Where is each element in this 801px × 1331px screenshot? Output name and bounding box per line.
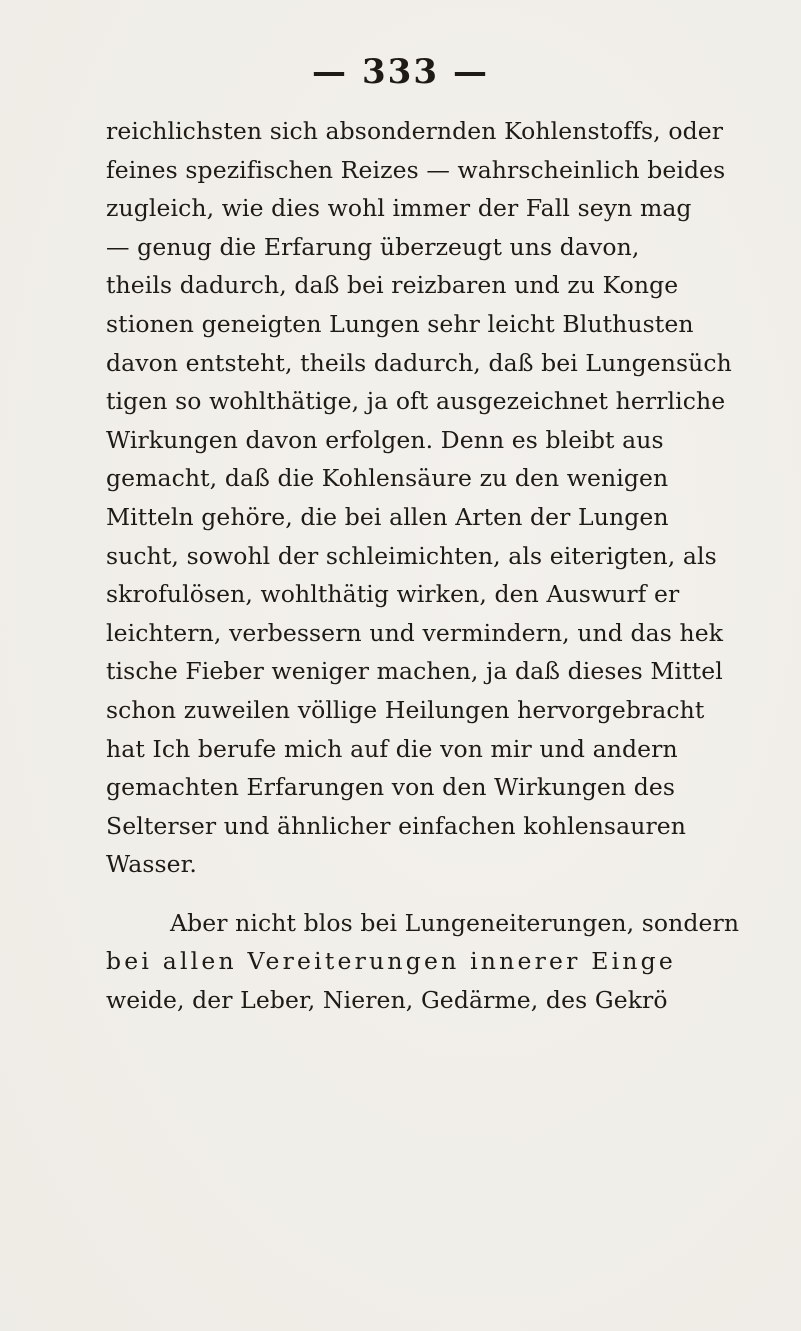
body-text [106,112,772,1020]
text-line: Mitteln gehöre, die bei allen Arten der Lungen [106,502,669,531]
text-line: Selterser und ähnlicher einfachen kohlensauren [106,811,687,840]
text-line: davon entsteht, theils dadurch, daß bei Lungensüch [106,348,732,377]
text-line: schon zuweilen völlige Heilungen hervorgebracht [106,695,705,724]
text-line: Wirkungen davon erfolgen. Denn es bleibt aus [106,425,664,454]
text-line: tische Fieber weniger machen, ja daß dieses Mittel [106,657,723,686]
text-line: sucht, sowohl der schleimichten, als eiterigten, als [106,541,717,570]
paragraph-gap [106,884,772,904]
paragraph-1 [106,112,772,884]
header-dash-left: — [312,52,348,92]
text-line: Wasser. [106,850,197,879]
text-line: gemachten Erfarungen von den Wirkungen des [106,773,676,802]
text-line: weide, der Leber, Nieren, Gedärme, des Gekrö [106,986,668,1015]
text-line: leichtern, verbessern und vermindern, und das hek [106,618,724,647]
text-line: stionen geneigten Lungen sehr leicht Bluthusten [106,309,694,338]
text-line: hat Ich berufe mich auf die von mir und andern [106,734,678,763]
text-line: tigen so wohlthätige, ja oft ausgezeichnet herrliche [106,387,726,416]
text-line: Aber nicht blos bei Lungeneiterungen, sondern [170,908,740,937]
text-line: zugleich, wie dies wohl immer der Fall seyn mag [106,194,692,223]
paragraph-2 [106,904,772,1020]
header-dash-right: — [452,52,489,92]
page-number: 333 [362,52,439,92]
text-line: feines spezifischen Reizes — wahrscheinlich beides [106,155,726,184]
text-line: — genug die Erfarung überzeugt uns davon, [106,232,640,261]
page-header [0,52,801,92]
text-line: gemacht, daß die Kohlensäure zu den wenigen [106,464,669,493]
text-line: skrofulösen, wohlthätig wirken, den Auswurf er [106,580,680,609]
text-line: theils dadurch, daß bei reizbaren und zu Konge [106,271,679,300]
text-line: bei allen Vereiterungen innerer Einge [106,947,676,976]
text-line: reichlichsten sich absondernden Kohlenstoffs, oder [106,117,724,145]
